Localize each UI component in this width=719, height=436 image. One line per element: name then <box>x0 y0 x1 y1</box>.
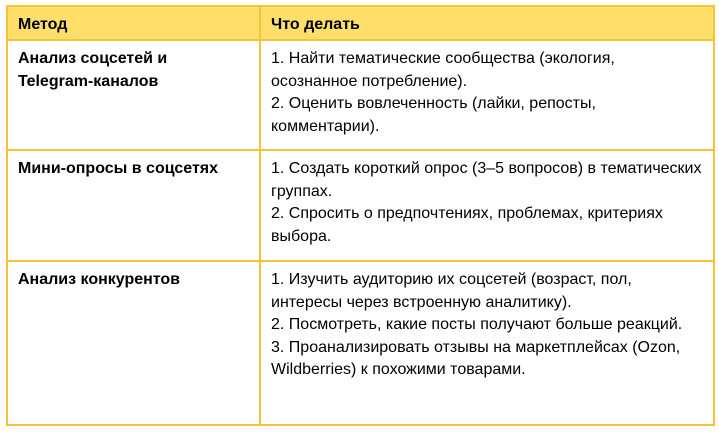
step-text: 2. Оценить вовлеченность (лайки, репосты, комментарии). <box>271 95 596 135</box>
step-text: 1. Изучить аудиторию их соцсетей (возраст, пол, интересы через встроенную аналитику). <box>271 271 632 311</box>
method-cell: Мини‑опросы в соцсетях <box>7 150 260 261</box>
table-row <box>7 40 714 150</box>
steps-cell <box>260 40 714 150</box>
steps-cell <box>260 150 714 261</box>
method-cell: Анализ соцсетей и Telegram‑каналов <box>7 40 260 150</box>
step-text: 2. Спросить о предпочтениях, проблемах, критериях выбора. <box>271 205 663 245</box>
table-row <box>7 150 714 261</box>
table-row <box>7 261 714 425</box>
step-text: 1. Найти тематические сообщества (экология, осознанное потребление). <box>271 50 615 90</box>
method-cell: Анализ конкурентов <box>7 261 260 425</box>
methods-table <box>6 5 715 426</box>
header-method: Метод <box>7 6 260 40</box>
step-text: 3. Проанализировать отзывы на маркетплейсах (Ozon, Wildberries) к похожими товарами. <box>271 338 681 378</box>
methods-table-container <box>6 5 713 426</box>
step-text: 1. Создать короткий опрос (3–5 вопросов) в тематических группах. <box>271 160 702 200</box>
step-text: 2. Посмотреть, какие посты получают больше реакций. <box>271 316 683 333</box>
table-header-row <box>7 6 714 40</box>
header-what-to-do: Что делать <box>260 6 714 40</box>
steps-cell <box>260 261 714 425</box>
